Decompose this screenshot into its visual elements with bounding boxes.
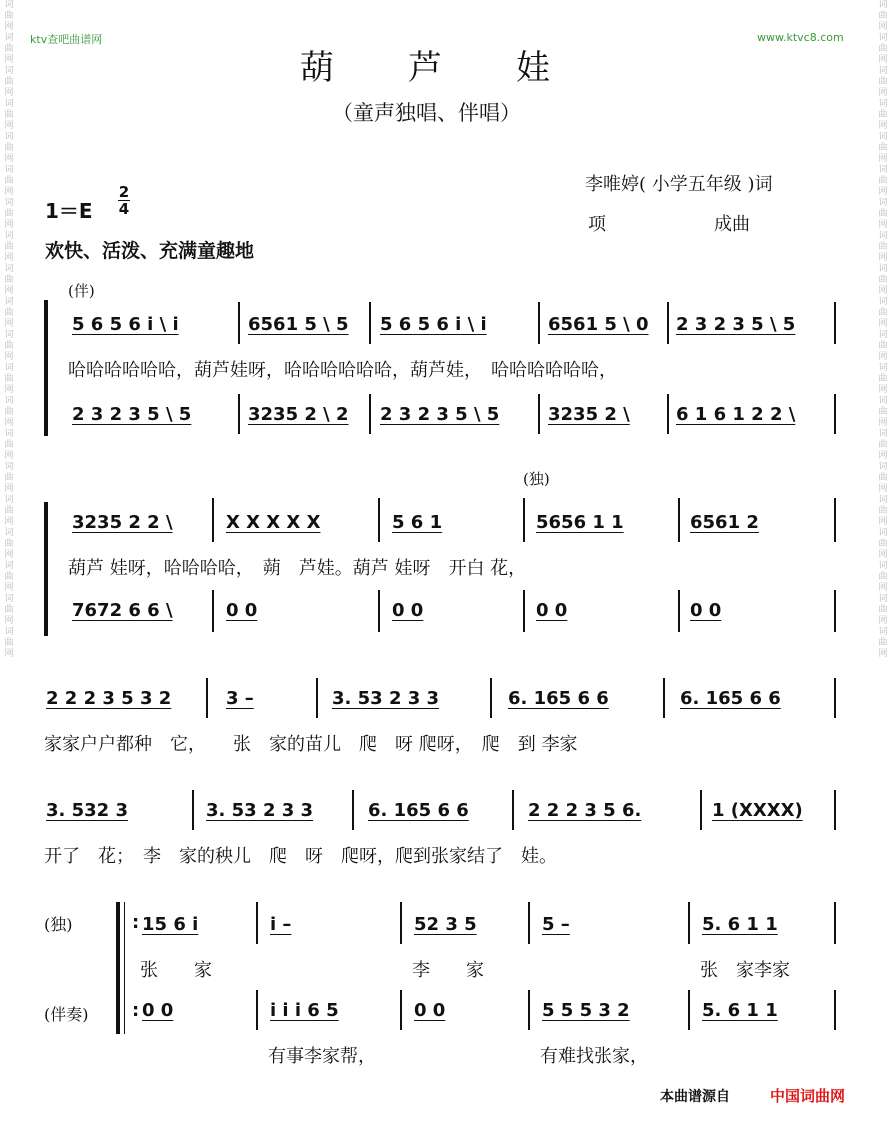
measure: 1 (XXXX) xyxy=(712,800,803,821)
measure: 7672 6 6 \ xyxy=(72,600,173,621)
barline xyxy=(834,790,836,830)
measure: 6561 2 xyxy=(690,512,759,533)
song-subtitle: （童声独唱、伴唱） xyxy=(332,101,521,125)
song-title: 葫芦娃 xyxy=(300,48,624,88)
solo-label: (独) xyxy=(523,470,550,488)
measure: 6561 5 \ 0 xyxy=(548,314,649,335)
measure: 0 0 xyxy=(142,1000,174,1021)
repeat-sign: : xyxy=(132,912,140,933)
barline xyxy=(400,902,402,944)
barline xyxy=(369,394,371,434)
lyrics-upper-5b: 李 家 xyxy=(412,960,484,981)
barline xyxy=(834,498,836,542)
measure: 5. 6 1 1 xyxy=(702,1000,778,1021)
barline xyxy=(256,990,258,1030)
barline xyxy=(678,590,680,632)
measure: 0 0 xyxy=(690,600,722,621)
measure: i i i 6 5 xyxy=(270,1000,339,1021)
watermark-left: ktv查吧曲谱网 xyxy=(30,33,103,46)
lyrics-upper-5a: 张 家 xyxy=(140,960,212,981)
measure: 3235 2 \ xyxy=(548,404,630,425)
measure: X X X X X xyxy=(226,512,321,533)
measure: 6561 5 \ 5 xyxy=(248,314,349,335)
measure: 3 – xyxy=(226,688,254,709)
barline xyxy=(238,394,240,434)
measure: 3235 2 2 \ xyxy=(72,512,173,533)
barline xyxy=(834,678,836,718)
side-watermark-right: 词曲网词曲网词曲网词曲网词曲网词曲网词曲网词曲网词曲网词曲网词曲网词曲网词曲网词曲网词曲网词曲网词曲网词曲网词曲网词曲网 xyxy=(878,0,888,659)
barline xyxy=(212,498,214,542)
measure: 0 0 xyxy=(226,600,258,621)
system-brace xyxy=(44,502,48,636)
measure: 3. 53 2 3 3 xyxy=(332,688,440,709)
measure: 3235 2 \ 2 xyxy=(248,404,349,425)
measure: 5 6 1 xyxy=(392,512,443,533)
solo-label-2: (独) xyxy=(44,915,73,934)
measure: 0 0 xyxy=(536,600,568,621)
barline xyxy=(667,394,669,434)
measure: 6. 165 6 6 xyxy=(368,800,469,821)
barline xyxy=(678,498,680,542)
repeat-sign: : xyxy=(132,1000,140,1021)
barline xyxy=(834,394,836,434)
barline xyxy=(238,302,240,344)
side-watermark-left: 词曲网词曲网词曲网词曲网词曲网词曲网词曲网词曲网词曲网词曲网词曲网词曲网词曲网词曲网词曲网词曲网词曲网词曲网词曲网词曲网 xyxy=(4,0,14,659)
measure: 15 6 i xyxy=(142,914,199,935)
measure: 5 6 5 6 i \ i xyxy=(380,314,487,335)
barline xyxy=(523,498,525,542)
barline xyxy=(688,902,690,944)
barline xyxy=(192,790,194,830)
barline xyxy=(667,302,669,344)
lyrics-lower-5b: 有难找张家， xyxy=(540,1046,648,1067)
barline xyxy=(663,678,665,718)
tempo-marking: 欢快、活泼、充满童趣地 xyxy=(45,240,255,262)
barline xyxy=(834,990,836,1030)
lyrics-upper-5c: 张 家李家 xyxy=(700,960,790,981)
measure: 5656 1 1 xyxy=(536,512,624,533)
accompaniment-label: (伴) xyxy=(68,282,95,300)
measure: 2 3 2 3 5 \ 5 xyxy=(380,404,500,425)
measure: i – xyxy=(270,914,292,935)
lyricist-credit: 李唯婷( 小学五年级 )词 xyxy=(585,174,773,195)
barline xyxy=(352,790,354,830)
barline xyxy=(528,990,530,1030)
barline xyxy=(512,790,514,830)
time-signature: 2 4 xyxy=(118,183,130,218)
measure: 5 5 5 3 2 xyxy=(542,1000,630,1021)
measure: 5. 6 1 1 xyxy=(702,914,778,935)
measure: 5 6 5 6 i \ i xyxy=(72,314,179,335)
lyrics-line-4: 开了 花； 李 家的秧儿 爬 呀 爬呀，爬到张家结了 娃。 xyxy=(44,846,557,867)
measure: 6 1 6 1 2 2 \ xyxy=(676,404,796,425)
measure: 5 – xyxy=(542,914,570,935)
barline xyxy=(834,590,836,632)
barline xyxy=(490,678,492,718)
barline xyxy=(538,302,540,344)
key-signature: 1＝E xyxy=(45,199,93,223)
barline xyxy=(256,902,258,944)
barline xyxy=(700,790,702,830)
barline xyxy=(378,590,380,632)
system-brace xyxy=(116,902,120,1034)
accompaniment-label-2: (伴奏) xyxy=(44,1005,89,1024)
barline xyxy=(316,678,318,718)
system-brace xyxy=(44,300,48,436)
measure: 6. 165 6 6 xyxy=(508,688,609,709)
measure: 0 0 xyxy=(392,600,424,621)
barline xyxy=(378,498,380,542)
measure: 2 3 2 3 5 \ 5 xyxy=(72,404,192,425)
composer-credit: 项 成曲 xyxy=(588,214,750,235)
measure: 2 2 2 3 5 6. xyxy=(528,800,642,821)
measure: 2 2 2 3 5 3 2 xyxy=(46,688,172,709)
measure: 2 3 2 3 5 \ 5 xyxy=(676,314,796,335)
barline xyxy=(834,902,836,944)
barline xyxy=(688,990,690,1030)
barline xyxy=(369,302,371,344)
measure: 0 0 xyxy=(414,1000,446,1021)
footer-site-link[interactable]: 中国词曲网 xyxy=(770,1087,846,1105)
lyrics-line-3: 家家户户都种 它， 张 家的苗儿 爬 呀 爬呀， 爬 到 李家 xyxy=(44,734,578,755)
measure: 3. 532 3 xyxy=(46,800,128,821)
barline xyxy=(523,590,525,632)
barline xyxy=(400,990,402,1030)
lyrics-line-1: 哈哈哈哈哈哈，葫芦娃呀，哈哈哈哈哈哈，葫芦娃， 哈哈哈哈哈哈， xyxy=(68,360,617,381)
measure: 6. 165 6 6 xyxy=(680,688,781,709)
barline xyxy=(528,902,530,944)
measure: 52 3 5 xyxy=(414,914,477,935)
barline xyxy=(834,302,836,344)
measure: 3. 53 2 3 3 xyxy=(206,800,314,821)
barline xyxy=(212,590,214,632)
footer-source: 本曲谱源自 xyxy=(660,1089,730,1105)
lyrics-lower-5a: 有事李家帮， xyxy=(268,1046,376,1067)
barline xyxy=(538,394,540,434)
barline xyxy=(206,678,208,718)
lyrics-line-2: 葫芦 娃呀，哈哈哈哈， 蒴 芦娃。葫芦 娃呀 开白 花， xyxy=(68,558,527,579)
system-brace-inner xyxy=(124,902,125,1034)
watermark-right: www.ktvc8.com xyxy=(757,31,844,44)
